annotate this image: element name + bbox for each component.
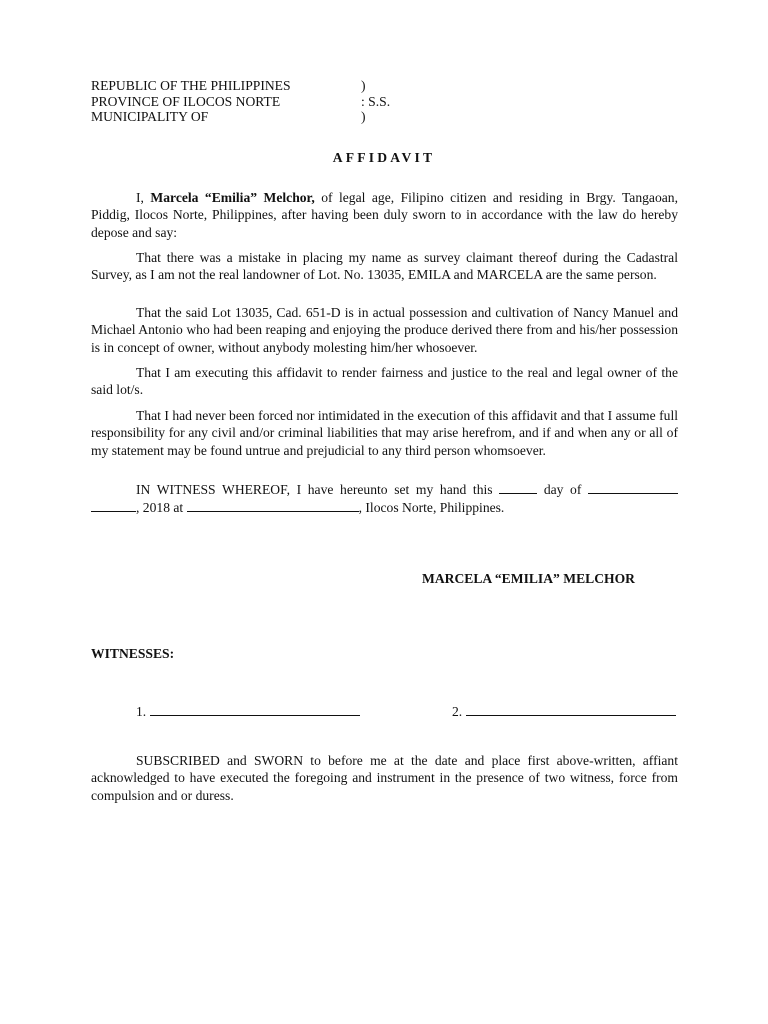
witness-2-signature-line[interactable] <box>466 702 676 716</box>
venue-ss: : S.S. <box>361 93 391 109</box>
witness-text-1: IN WITNESS WHEREOF, I have hereunto set my hand this <box>136 482 500 497</box>
paragraph-in-witness <box>91 480 678 517</box>
intro-suffix: of legal age, Filipino citizen and residing in Brgy. Tangaoan, Piddig, Ilocos Norte, Philippines, after having been duly sworn to in accordance with the law do hereby depose and say: <box>91 190 678 240</box>
witness-2-number: 2. <box>452 704 463 719</box>
paragraph-mistake: That there was a mistake in placing my name as survey claimant thereof during the Cadastral Survey, as I am not the real landowner of Lot. No. 13035, EMILA and MARCELA are the same person. <box>91 250 678 283</box>
affiant-signature-name: MARCELA “EMILIA” MELCHOR <box>422 571 635 586</box>
witnesses-label: WITNESSES: <box>91 646 175 661</box>
month-blank-line2[interactable] <box>91 498 136 512</box>
month-blank-line1[interactable] <box>588 480 678 494</box>
day-blank[interactable] <box>499 480 537 494</box>
venue-bracket-top: ) <box>361 78 366 93</box>
witness-text-4: , Ilocos Norte, Philippines. <box>358 500 505 516</box>
witness-1-number: 1. <box>136 704 147 719</box>
witness-1 <box>136 702 360 720</box>
paragraph-jurat: SUBSCRIBED and SWORN to before me at the date and place first above-written, affiant acknowledged to have executed the foregoing and instrument in the presence of two witness, force from compulsion and or duress. <box>91 753 678 803</box>
venue-republic: REPUBLIC OF THE PHILIPPINES <box>91 78 291 93</box>
place-blank[interactable] <box>187 498 359 512</box>
witness-text-2: day of <box>537 482 588 497</box>
witness-text-3: , 2018 at <box>136 500 187 516</box>
venue-municipality: MUNICIPALITY OF <box>91 109 209 124</box>
intro-prefix: I, <box>136 190 151 205</box>
paragraph-responsibility: That I had never been forced nor intimidated in the execution of this affidavit and that I assume full responsibility for any civil and/or criminal liabilities that may arise herefrom, and if and when any or all of my statement may be found untrue and prejudicial to any third person whomsoever. <box>91 408 678 458</box>
witness-1-signature-line[interactable] <box>150 702 360 716</box>
venue-province: PROVINCE OF ILOCOS NORTE <box>91 93 281 109</box>
venue-bracket-bottom: ) <box>361 109 366 124</box>
paragraph-purpose: That I am executing this affidavit to render fairness and justice to the real and legal owner of the said lot/s. <box>91 365 678 398</box>
document-title: AFFIDAVIT <box>332 150 436 165</box>
witness-2 <box>452 702 676 720</box>
affiant-name: Marcela “Emilia” Melchor, <box>150 190 315 205</box>
paragraph-possession: That the said Lot 13035, Cad. 651-D is in actual possession and cultivation of Nancy Manuel and Michael Antonio who had been reaping and enjoying the produce derived there from and his/her possession is in concept of owner, without anybody molesting him/her whosoever. <box>91 305 678 355</box>
paragraph-intro <box>91 189 678 241</box>
